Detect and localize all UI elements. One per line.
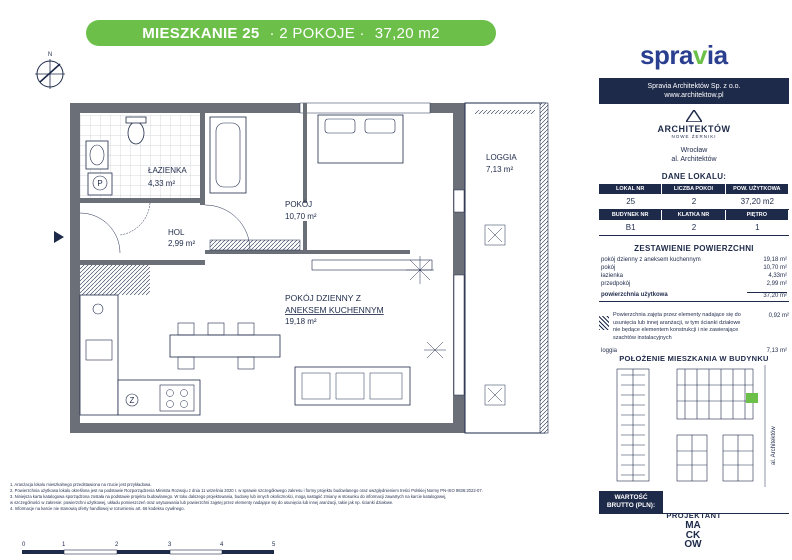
scale-label-5: 5	[272, 542, 276, 548]
designer-logo: MA CK OW	[684, 520, 702, 550]
loggia-label: LOGGIA	[486, 153, 517, 162]
hall-area: 2,99 m²	[168, 239, 196, 248]
scale-label-4: 4	[220, 542, 224, 548]
apartment-number: MIESZKANIE 25	[142, 24, 260, 42]
unit-data-table: LOKAL NR LICZBA POKOI POW. UŻYTKOWA 25 2 37,20 m2 BUDYNEK NR KLATKA NR PIĘTRO B1 2 1	[599, 184, 789, 236]
apartment-area: 37,20 m2	[374, 24, 440, 42]
scale-label-3: 3	[168, 542, 172, 548]
company-header	[599, 78, 789, 104]
room-label: POKÓJ	[285, 200, 313, 209]
valve-symbol: Z	[129, 396, 135, 405]
company-website: www.architektow.pl	[664, 92, 724, 100]
compass-icon	[30, 50, 70, 90]
company-name: Spravia Architektów Sp. z o.o.	[647, 83, 741, 90]
unit-data-title: DANE LOKALU:	[661, 172, 727, 182]
bathroom-area: 4,33 m²	[148, 179, 176, 188]
architektow-logo: ARCHITEKTÓW NOWE ŻERNIKI	[599, 104, 789, 143]
info-panel	[599, 78, 789, 354]
price-box: WARTOŚĆ BRUTTO (PLN):	[599, 491, 789, 514]
hall-label: HOL	[168, 228, 185, 237]
list-item: pokój dzienny z aneksem kuchennym 19,18 m²	[601, 257, 787, 264]
architektow-icon	[686, 110, 702, 122]
removable-elements-note: Powierzchnia zajęta przez elementy nadające się do usunięcia lub innej aranżacji, w tym ścianki działowe nie będące elementem konstrukcji i nie zawierające szachtów instalacyjnych 0,92 m²	[599, 312, 789, 342]
list-item: łazienka 4,33m²	[601, 273, 787, 280]
boiler-symbol: P	[97, 179, 103, 188]
surfaces-title: ZESTAWIENIE POWIERZCHNI	[634, 244, 754, 254]
spravia-logo: spravia	[640, 40, 728, 70]
building-location-map	[605, 365, 785, 487]
location-title: POŁOŻENIE MIESZKANIA W BUDYNKU	[619, 354, 769, 363]
footnotes: 1. Aranżacja lokalu mieszkalnego przedstawiona na rzucie jest przykładowa. 2. Powierzchnia użytkowa lokalu określona jest na podstawie Rozporządzenia Ministra Rozwoju z dnia 11 września 2020 r. w sprawie szczegółowego zakresu i formy projektu budowlanego oraz uwzględnieniem treści Polskiej Normy PN-ISO 9836:2022-07. 3. Niniejsza karta katalogowa sporządzona została na podstawie projektu budowlanego. W toku dalszego projektowania, budowy lub innych okoliczności, mogą nastąpić zmiany w stosunku do informacji zawartych na karcie katalogowej, w szczególności w zakresie: powierzchni użytkowej, układu pomieszczeń oraz usytuowania lub powierzchni zajętej przez elementy nadające się do usunięcia lub innej aranżacji, takie jak np. ścianki działowe. 4. Informacje na karcie nie stanowią oferty handlowej w rozumieniu art. 66 kodeksu cywilnego.	[10, 482, 483, 512]
floor-plan	[50, 95, 600, 490]
list-item: przedpokój 2,99 m²	[601, 281, 787, 288]
street-label: al. Architektów	[771, 426, 777, 465]
list-item: pokój 10,70 m²	[601, 265, 787, 272]
living-room-label: POKÓJ DZIENNY Z	[285, 293, 361, 303]
scale-label-2: 2	[115, 542, 119, 548]
surfaces-list	[599, 256, 789, 302]
compass-label: N	[47, 52, 53, 58]
rooms-count: · 2 POKOJE ·	[269, 24, 365, 42]
loggia-area: 7,13 m²	[486, 165, 514, 174]
address: Wrocław al. Architektów	[671, 147, 717, 164]
scale-label-0: 0	[22, 542, 26, 548]
scale-label-1: 1	[62, 542, 66, 548]
scale-bar	[20, 540, 280, 560]
hatch-icon	[599, 316, 609, 330]
living-room-label-2: ANEKSEM KUCHENNYM	[285, 305, 384, 315]
loggia-row: loggia 7,13 m²	[601, 348, 787, 355]
total-area: powierzchnia użytkowa 37,20 m²	[599, 288, 789, 302]
living-room-area: 19,18 m²	[285, 317, 317, 326]
apartment-banner	[86, 20, 496, 46]
bathroom-label: ŁAZIENKA	[148, 166, 187, 175]
room-area: 10,70 m²	[285, 212, 317, 221]
designer-title: PROJEKTANT	[666, 511, 722, 520]
